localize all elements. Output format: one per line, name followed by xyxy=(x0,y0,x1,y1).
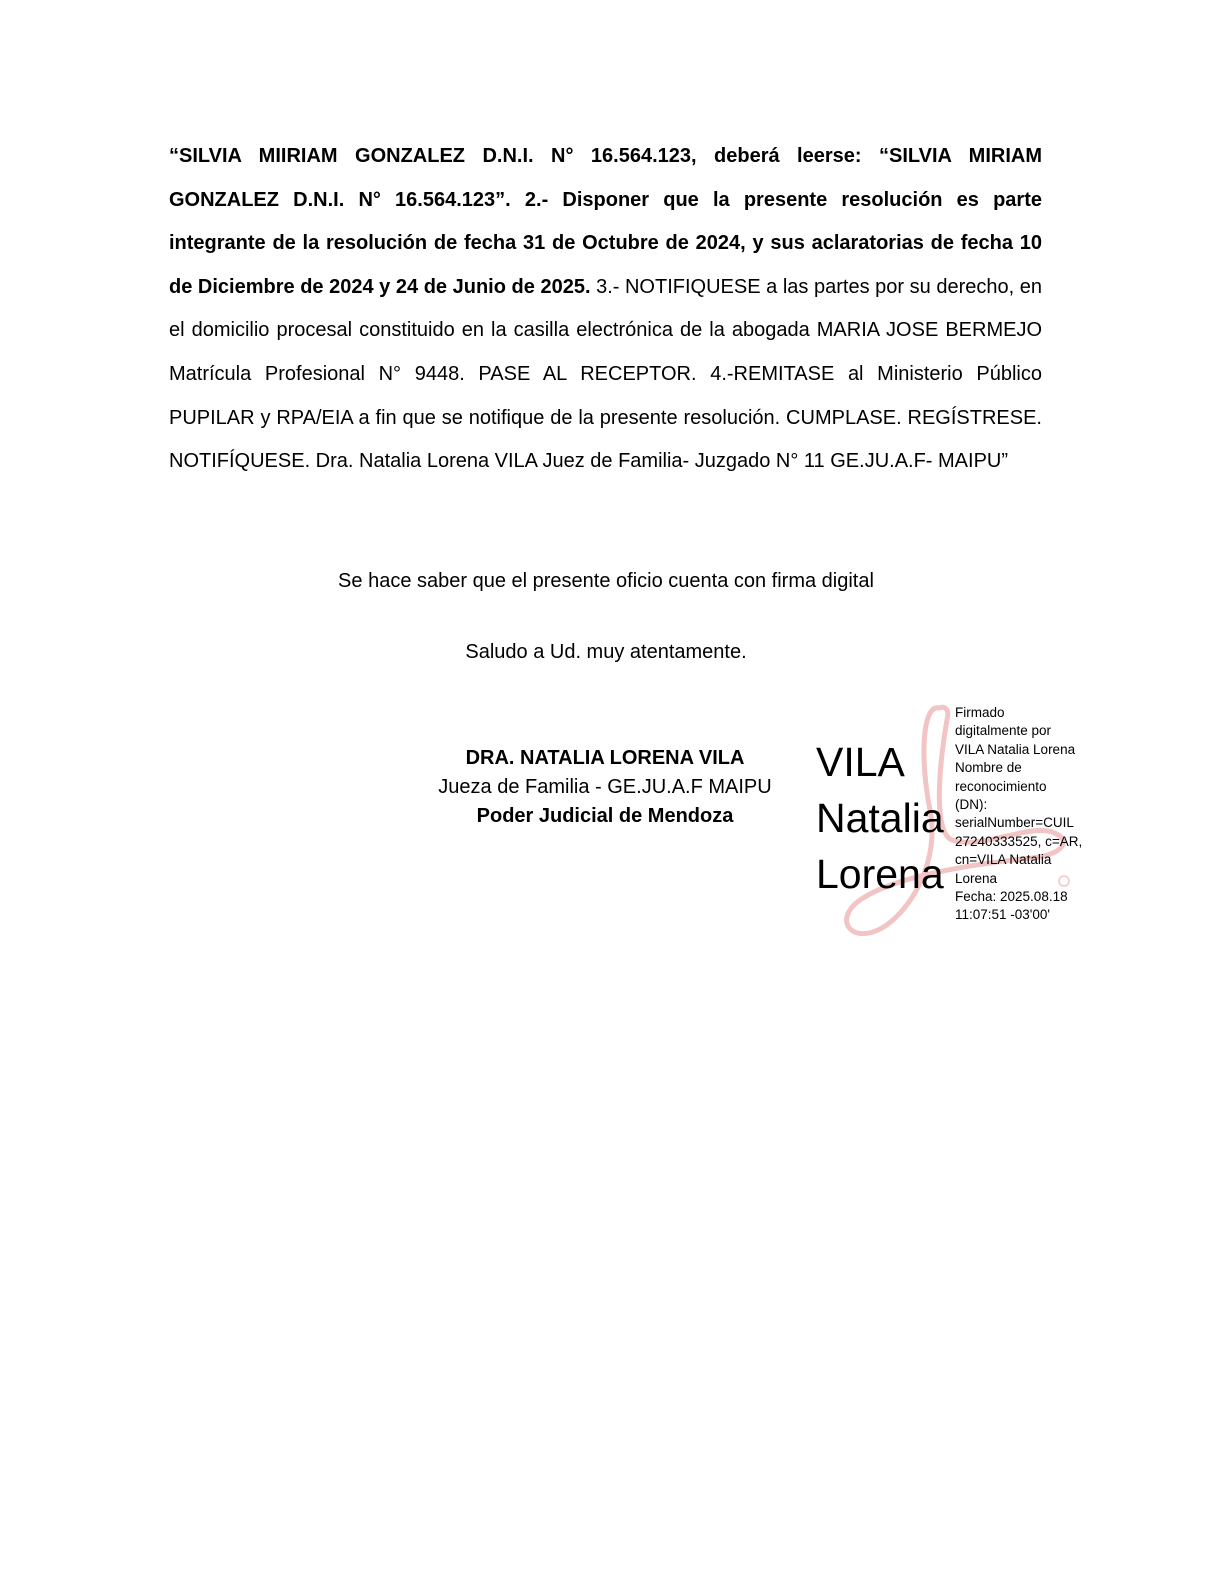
stamp-detail-line: Lorena xyxy=(955,870,998,886)
signer-block xyxy=(405,744,805,831)
resolution-bold-text: “SILVIA MIIRIAM GONZALEZ D.N.I. N° 16.564.123, deberá leerse: “SILVIA MIRIAM GONZALEZ D.N.I. N° 16.564.123”. 2.- Disponer que la presente resolución es parte integrante de la resolución de fecha 31 de Octubre de 2024, y sus aclaratorias de fecha 10 de Diciembre de 2024 y 24 de Junio de 2025. xyxy=(169,145,1042,298)
stamp-detail-line: VILA Natalia Lorena xyxy=(955,741,1076,757)
resolution-normal-text: 3.- NOTIFIQUESE a las partes por su derecho, en el domicilio procesal constituido en la casilla electrónica de la abogada MARIA JOSE BERMEJO Matrícula Profesional N° 9448. PASE AL RECEPTOR. 4.-REMITASE al Ministerio Público PUPILAR y RPA/EIA a fin que se notifique de la presente resolución. CUMPLASE. REGÍSTRESE. NOTIFÍQUESE. Dra. Natalia Lorena VILA Juez de Familia- Juzgado N° 11 GE.JU.A.F- MAIPU” xyxy=(169,275,1042,473)
closing-greeting: Saludo a Ud. muy atentamente. xyxy=(465,641,747,663)
stamp-detail-line: reconocimiento xyxy=(955,778,1047,794)
stamp-detail-line: Firmado xyxy=(955,705,1005,720)
stamp-name-line: Natalia xyxy=(816,795,944,841)
stamp-details xyxy=(955,704,1105,925)
digital-signature-notice: Se hace saber que el presente oficio cuenta con firma digital xyxy=(338,570,874,592)
stamp-detail-line: Nombre de xyxy=(955,760,1022,776)
resolution-paragraph xyxy=(169,135,1042,484)
digital-signature-stamp xyxy=(812,700,1102,940)
stamp-detail-line: serialNumber=CUIL xyxy=(955,815,1074,831)
stamp-detail-line: 27240333525, c=AR, xyxy=(955,833,1083,849)
stamp-signer-name xyxy=(816,734,944,902)
signer-name: DRA. NATALIA LORENA VILA xyxy=(465,747,745,769)
signer-role: Jueza de Familia - GE.JU.A.F MAIPU xyxy=(438,776,772,798)
stamp-detail-line: cn=VILA Natalia xyxy=(955,852,1052,868)
stamp-detail-line: Fecha: 2025.08.18 xyxy=(955,889,1068,905)
stamp-detail-line: (DN): xyxy=(955,797,988,813)
stamp-detail-line: digitalmente por xyxy=(955,723,1052,739)
stamp-detail-line: 11:07:51 -03'00' xyxy=(955,907,1050,923)
stamp-name-line: Lorena xyxy=(816,851,944,897)
signer-organization: Poder Judicial de Mendoza xyxy=(476,805,734,827)
stamp-name-line: VILA xyxy=(816,739,905,785)
